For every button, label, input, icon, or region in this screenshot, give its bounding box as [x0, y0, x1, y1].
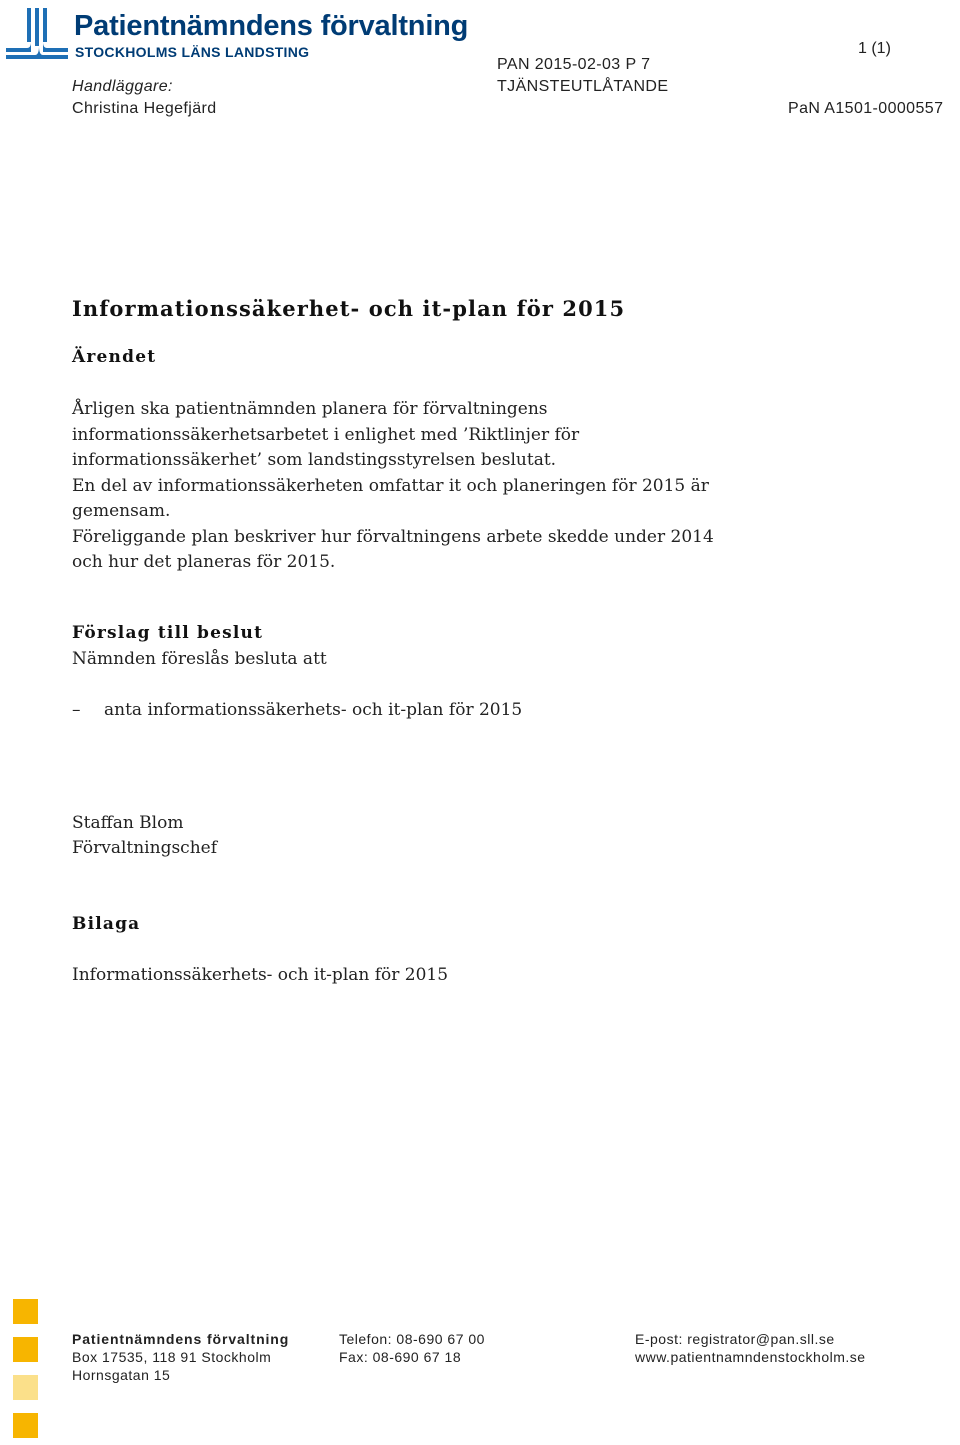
arendet-line: gemensam.: [72, 501, 171, 521]
footer-square-icon: [13, 1375, 38, 1400]
footer-square-icon: [13, 1299, 38, 1324]
forslag-intro: Nämnden föreslås besluta att: [72, 649, 327, 669]
arendet-line: informationssäkerhetsarbetet i enlighet med ’Riktlinjer för: [72, 424, 580, 445]
footer-address: Box 17535, 118 91 Stockholm: [72, 1349, 272, 1365]
org-name: Patientnämndens förvaltning: [74, 10, 469, 42]
signer-title: Förvaltningschef: [72, 838, 217, 858]
footer-email-link[interactable]: E-post: registrator@pan.sll.se: [635, 1331, 835, 1347]
arendet-paragraph: [72, 397, 772, 576]
arendet-line: Föreliggande plan beskriver hur förvaltningens arbete skedde under 2014: [72, 526, 714, 547]
arendet-line: En del av informationssäkerheten omfattar it och planeringen för 2015 är: [72, 475, 709, 496]
bilaga-heading: Bilaga: [72, 914, 141, 934]
signer-name: Staffan Blom: [72, 813, 184, 833]
footer-street: Hornsgatan 15: [72, 1367, 171, 1383]
footer-phone: Telefon: 08-690 67 00: [339, 1331, 485, 1347]
list-dash: –: [72, 700, 81, 720]
arendet-line: informationssäkerhet’ som landstingsstyrelsen beslutat.: [72, 450, 557, 470]
footer-square-icon: [13, 1413, 38, 1438]
page-number: 1 (1): [858, 40, 891, 57]
footer-org: Patientnämndens förvaltning: [72, 1331, 290, 1347]
handlaggare-name: Christina Hegefjärd: [72, 100, 217, 117]
document-number: PaN A1501-0000557: [788, 100, 944, 117]
bilaga-item: Informationssäkerhets- och it-plan för 2015: [72, 965, 449, 985]
forslag-heading: Förslag till beslut: [72, 623, 264, 643]
arendet-heading: Ärendet: [72, 347, 157, 367]
document-reference: PAN 2015-02-03 P 7: [497, 56, 651, 73]
arendet-line: Årligen ska patientnämnden planera för förvaltningens: [72, 399, 548, 419]
sll-logo-icon: [6, 8, 68, 60]
footer-fax: Fax: 08-690 67 18: [339, 1349, 462, 1365]
handlaggare-label: Handläggare:: [72, 78, 173, 95]
forslag-item: anta informationssäkerhets- och it-plan för 2015: [104, 700, 523, 720]
footer-web-link[interactable]: www.patientnamndenstockholm.se: [635, 1349, 866, 1365]
page-title: Informationssäkerhet- och it-plan för 2015: [72, 296, 626, 321]
arendet-line: och hur det planeras för 2015.: [72, 552, 336, 572]
document-type: TJÄNSTEUTLÅTANDE: [497, 78, 669, 95]
org-subtitle: STOCKHOLMS LÄNS LANDSTING: [75, 44, 310, 60]
footer-square-icon: [13, 1337, 38, 1362]
